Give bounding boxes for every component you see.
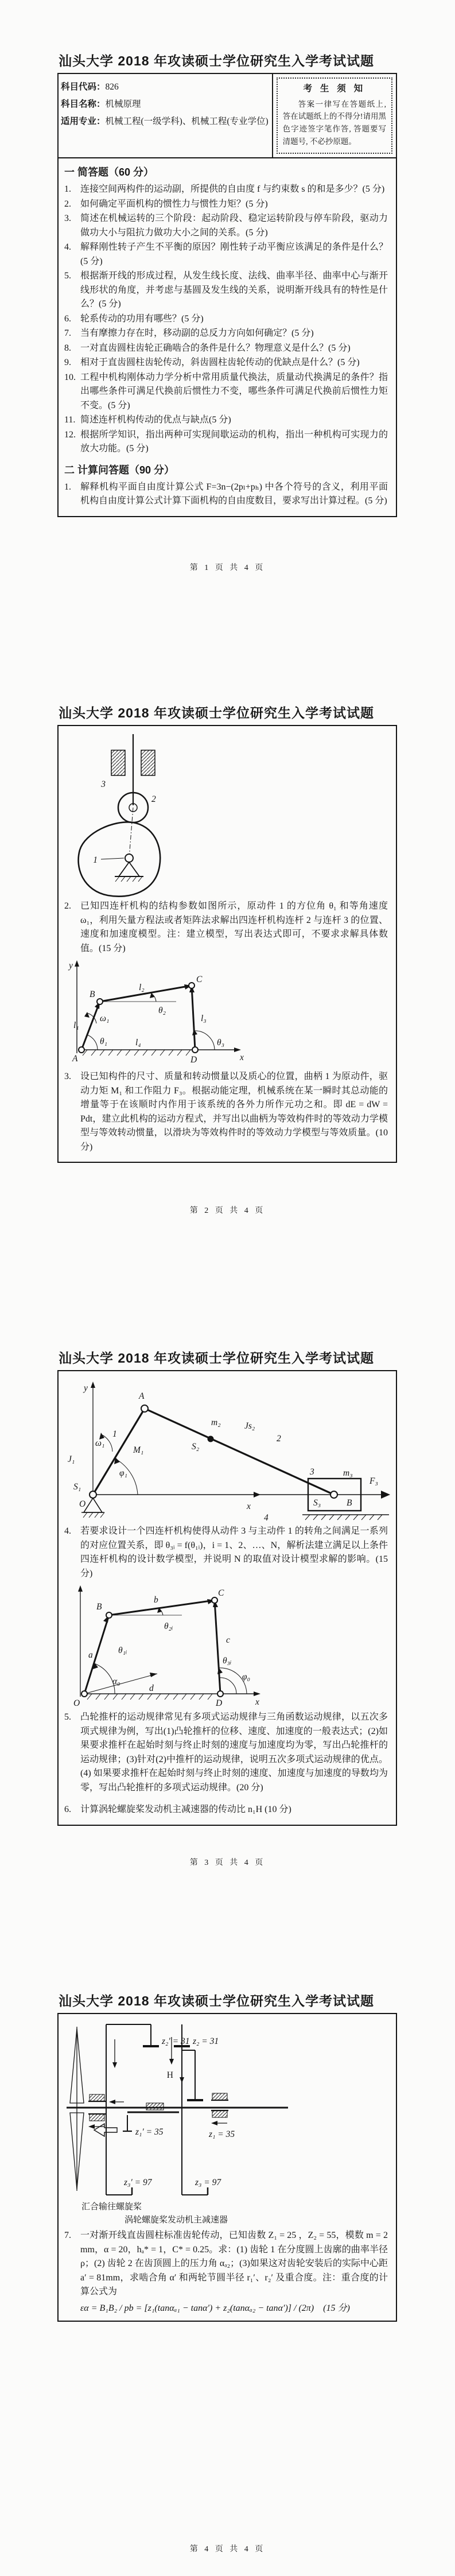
fig-label-theta3i: θ₃ᵢ: [223, 1656, 232, 1666]
rotation-arrow-3-head: [211, 2121, 217, 2125]
omega1-arrow: [84, 1012, 90, 1018]
exam-title: 汕头大学 2018 年攻读硕士学位研究生入学考试试题: [59, 53, 374, 68]
question-text: 轮系传动的功用有哪些？(5 分): [80, 313, 204, 324]
fig-label-Js2: Js₂: [244, 1421, 255, 1431]
question-number: 6.: [64, 313, 71, 324]
question-text: 工程中机构刚体动力学分析中常用质量代换法，质量动代换满足的条件？指出哪些条件可满足代换前后惯性力不变，哪些条件可满足代换前后惯性力矩不变。(5 分): [80, 372, 388, 410]
ground-hatching: [83, 1050, 190, 1056]
question-text: 根据所学知识，指出两种可实现间歇运动的机构，指出一种机构可实现力的放大功能。(5 分): [80, 429, 388, 454]
candidate-notice-box: [277, 77, 392, 154]
joint-O: [90, 1491, 96, 1498]
fig-label-theta1i: θ₁ᵢ: [118, 1646, 127, 1655]
fig-label-S3: S₃: [313, 1498, 321, 1508]
exam-header-info: [59, 74, 273, 157]
rotation-arrow-2-head: [109, 2100, 115, 2104]
fig-label-S2: S₂: [192, 1442, 200, 1452]
centerline: [129, 808, 133, 858]
question-row: [64, 428, 388, 456]
page-2-footer: 第 2 页 共 4 页: [189, 1206, 266, 1215]
major-value: 机械工程(一级学科)、机械工程(专业学位): [105, 117, 269, 127]
fig-label-x: x: [247, 1502, 251, 1511]
joint-B: [97, 999, 103, 1004]
fig-label-z1p: z₁′ = 35: [135, 2127, 164, 2137]
exam-title: 汕头大学 2018 年攻读硕士学位研究生入学考试试题: [59, 1351, 374, 1365]
joint-O: [81, 1691, 87, 1697]
ground-hatching: [83, 1512, 104, 1518]
exam-header: [57, 73, 397, 157]
question-row: [64, 356, 388, 370]
fig-label-C: C: [196, 975, 203, 984]
question-text: 解释刚性转子产生不平衡的原因？刚性转子动平衡应该满足的条件是什么？(5 分): [80, 242, 388, 266]
joint-D: [192, 1047, 198, 1053]
subject-name-value: 机械原理: [105, 99, 141, 110]
fig-label-z3: z₃ = 97: [195, 2178, 221, 2187]
question-text: 凸轮推杆的运动规律常见有多项式运动规律与三角函数运动规律，以五次多项式规律为例，写出(1)凸轮推杆的位移、速度、加速度的一般表达式；(2)如果要求推杆在起始时刻与终止时刻的速度与加速度均为零，写出凸轮推杆的运动规律；(3)针对(2)中推杆的运动规律，说明五次多项式运动规律的优点。(4) 如果要求推杆在起始时刻与终止时刻的速度、加速度与加速度的导数均为零，写出凸轮推杆的多项式运动规律。(20 分): [80, 1712, 388, 1793]
fig-label-x: x: [255, 1697, 259, 1707]
question-number: 1.: [64, 184, 71, 195]
fig-label-omega1: ω₁: [95, 1438, 105, 1448]
question-row: [64, 1070, 388, 1154]
ground-hatching: [305, 1515, 382, 1520]
question-text: 简述连杆机构传动的优点与缺点(5 分): [80, 415, 231, 425]
fig-label-cam: 1: [93, 855, 98, 865]
fig-label-theta2i: θ₂ᵢ: [164, 1621, 173, 1631]
question-number: 5.: [64, 1712, 71, 1722]
fig-label-O: O: [79, 1499, 86, 1509]
fourbar-kinematics-figure: [64, 957, 254, 1069]
fig-label-a: a: [88, 1650, 93, 1660]
fig-label-J1: J₁: [68, 1454, 75, 1464]
page-3-footer: 第 3 页 共 4 页: [189, 1859, 266, 1867]
fig-label-m3: m₃: [343, 1468, 353, 1478]
question-row: [64, 899, 388, 956]
fig-label-z2: z₂ = 31: [193, 2036, 219, 2046]
question-row: [64, 1710, 388, 1795]
question-row: [64, 312, 388, 327]
section-1-heading: 一 简答题（60 分）: [64, 166, 154, 179]
fig-label-z3p: z₃′ = 97: [124, 2178, 152, 2187]
gear-train-caption-1: 汇合输往螺旋桨: [81, 2202, 142, 2212]
gear-train-figure: [64, 2020, 397, 2199]
question-text: 当有摩擦力存在时，移动副的总反力方向如何确定？(5 分): [80, 328, 314, 339]
fig-label-link2: 2: [277, 1434, 281, 1444]
page-4-footer: 第 4 页 共 4 页: [189, 2545, 266, 2554]
question-number: 8.: [64, 343, 71, 353]
exam-title: 汕头大学 2018 年攻读硕士学位研究生入学考试试题: [59, 705, 374, 720]
coupler-link: [145, 1409, 334, 1495]
fig-label-l2: l₂: [139, 983, 145, 992]
alpha0-ray: [84, 1674, 157, 1694]
question-number: 10.: [64, 372, 76, 382]
question-text: 如何确定平面机构的惯性力与惯性力矩？(5 分): [80, 199, 268, 209]
fig-label-z1: z₁ = 35: [209, 2129, 235, 2139]
gear-train-caption-2: 涡轮螺旋桨发动机主减速器: [125, 2216, 228, 2225]
joint-A: [141, 1405, 148, 1412]
ground-hatching: [87, 1694, 212, 1700]
question-number: 9.: [64, 358, 71, 368]
joint-A: [79, 1047, 84, 1053]
carrier-arrow-head: [180, 2077, 184, 2083]
flow-arrow-mid-head: [169, 2059, 174, 2065]
question-text: 连接空间两构件的运动副，所提供的自由度 f 与约束数 s 的和是多少？(5 分): [80, 184, 385, 195]
major-label: 适用专业：: [61, 117, 106, 127]
section-2-heading: 二 计算问答题（90 分）: [64, 464, 175, 476]
fig-label-link1: 1: [112, 1429, 117, 1439]
question-number: 4.: [64, 242, 71, 253]
question-row: [64, 480, 388, 509]
crank-link: [81, 1002, 100, 1050]
page-3: [57, 1348, 397, 1826]
question-number: 1.: [64, 482, 71, 492]
question-number: 2.: [64, 901, 71, 911]
question-row: [64, 371, 388, 413]
slider-crank-figure: [64, 1377, 397, 1523]
question-text: 一对直齿圆柱齿轮正确啮合的条件是什么？物理意义是什么？(5 分): [80, 343, 351, 353]
crank-support: [84, 1498, 102, 1512]
fig-label-phi1: φ₁: [119, 1468, 127, 1478]
fig-label-B: B: [90, 990, 95, 999]
fig-label-alpha0: α₀: [112, 1677, 120, 1686]
fig-label-omega1: ω₁: [100, 1014, 110, 1023]
fig-label-x: x: [240, 1053, 244, 1062]
fig-label-O: O: [73, 1698, 80, 1708]
fig-label-b: b: [154, 1595, 158, 1605]
fig-label-A: A: [72, 1054, 78, 1064]
fig-label-B: B: [96, 1602, 102, 1612]
ground-hatching: [115, 876, 142, 882]
question-number: 3.: [64, 214, 71, 224]
question-row: [64, 197, 388, 212]
fig-label-C: C: [218, 1588, 224, 1598]
x-axis-arrow: [254, 1492, 260, 1498]
question-row: [64, 2229, 388, 2299]
bearing-right-upper: [212, 2093, 227, 2100]
question-text: 解释机构平面自由度计算公式 F=3n−(2pₗ+pₕ) 中各个符号的含义，利用平面机构自由度计算公式计算下面机构的自由度数目，要求写出计算过程。(5 分): [80, 482, 388, 506]
x-axis-arrow: [254, 1692, 260, 1696]
bearing-center: [146, 2103, 164, 2110]
mass-center-S2: [208, 1436, 214, 1442]
rotation-arrow-1-head: [88, 2124, 95, 2129]
contact-ratio-formula: εα = B₁B₂ / pb = [z₁(tanαₐ₁ − tanα′) + z₂(tanαₐ₂ − tanα′)] / (2π) (15 分): [80, 2303, 350, 2313]
x-axis-arrow: [234, 1048, 241, 1052]
exam-title: 汕头大学 2018 年攻读硕士学位研究生入学考试试题: [59, 1993, 374, 2008]
question-number: 2.: [64, 199, 71, 209]
flow-arrow-left-head: [112, 2062, 117, 2068]
y-axis-arrow: [91, 1382, 95, 1388]
question-number: 5.: [64, 271, 71, 281]
question-text: 一对渐开线直齿圆柱标准齿轮传动，已知齿数 Z₁ = 25 ，Z₂ = 55，模数 m = 2 mm，α = 20，hₐ* = 1，C* = 0.25。求：(1) 齿轮 1 在分度圆上齿廓的曲率半径 ρ；(2) 齿轮 2 在齿顶圆上的压力角 αₐ₂；(3)如果这对齿轮安装后的实际中心距 a′ = 81mm，求啮合角 α′ 和两轮节圆半径 r₁′、r₂′ 及重合度。注：重合度的计算公式为: [80, 2230, 388, 2296]
subject-code-row: [61, 79, 269, 96]
fig-label-m2: m₂: [211, 1418, 221, 1427]
page-2: [57, 703, 397, 1163]
bearing-right-lower: [212, 2111, 227, 2117]
fig-label-d: d: [149, 1683, 154, 1693]
joint-C: [212, 1597, 217, 1603]
question-row: [64, 327, 388, 341]
coupler-link: [109, 1600, 215, 1615]
joint-C: [189, 983, 195, 988]
bearing-left-lower: [90, 2114, 104, 2121]
fig-label-A: A: [139, 1391, 145, 1401]
fig-label-y: y: [84, 1383, 88, 1393]
question-text: 根据渐开线的形成过程，从发生线长度、法线、曲率半径、曲率中心与渐开线形状的角度，并考虑与基圆及发生线的关系，说明渐开线具有的特性是什么？(5 分): [80, 271, 388, 309]
theta1i-arc: [94, 1663, 115, 1694]
y-axis-arrow: [75, 960, 79, 967]
fig-label-l1: l₁: [73, 1021, 79, 1030]
label-leader: [101, 858, 124, 859]
page-3-question-box: [57, 1370, 397, 1826]
fig-label-theta1: θ₁: [100, 1037, 108, 1046]
cam-pivot: [125, 854, 133, 862]
question-row: [64, 1803, 388, 1817]
question-row: [64, 342, 388, 356]
joint-D: [217, 1691, 223, 1697]
fig-label-c: c: [226, 1635, 230, 1645]
question-number: 11.: [64, 415, 76, 425]
question-number: 7.: [64, 2230, 71, 2240]
fig-label-l4: l₄: [135, 1038, 141, 1048]
page-4-question-box: [57, 2013, 397, 2322]
fourbar-design-figure: [64, 1582, 271, 1709]
subject-name-label: 科目名称：: [61, 99, 106, 110]
joint-B: [330, 1491, 337, 1498]
fig-label-y: y: [69, 961, 73, 971]
guide-block-left: [111, 750, 125, 775]
question-row: [64, 269, 388, 312]
question-number: 7.: [64, 328, 71, 339]
question-text: 若要求设计一个四连杆机构使得从动件 3 与主动件 1 的转角之间满足一系列的对应位置关系，即 θ₃ᵢ = f(θ₁ᵢ)，i = 1、2、…、N，解析法建立满足以上条件四连杆机构的设计数学模型，并说明 N 的取值对设计模型求解的影响。(15 分): [80, 1526, 388, 1578]
theta1-arc: [87, 1035, 98, 1050]
fig-label-guide: 3: [101, 779, 106, 789]
y-axis-arrow: [78, 1585, 83, 1592]
rocker-link: [192, 986, 195, 1050]
question-number: 3.: [64, 1072, 71, 1081]
theta3-arc: [194, 1031, 215, 1050]
fig-label-theta3: θ₃: [217, 1038, 225, 1048]
cam-mechanism-figure: [64, 732, 213, 898]
fig-label-link3: 3: [310, 1467, 314, 1477]
question-text: 设已知构件的尺寸、质量和转动惯量以及质心的位置，曲柄 1 为原动件，驱动力矩 M₁ 和工作阻力 F₃。根据动能定理，机械系统在某一瞬时其总动能的增量等于在该顺时内作用于该系统的各外力所作元功之和。即 dE = dW = Pdt，建立此机构的运动方程式，并写出以曲柄为等效构件时的等效动力学模型与等效转动惯量，以滑块为等效构件时的等效动力学模型与等效质量。(10 分): [80, 1072, 388, 1152]
subject-code-value: 826: [105, 82, 119, 92]
fig-label-S1: S₁: [73, 1482, 81, 1492]
bearing-left-upper: [90, 2094, 104, 2101]
joint-B: [106, 1612, 112, 1618]
major-row: [61, 113, 269, 130]
question-row: [64, 183, 388, 197]
question-row: [64, 1524, 388, 1581]
page-1-question-box: [57, 157, 397, 517]
fig-label-B: B: [347, 1498, 352, 1508]
page-4: [57, 1991, 397, 2322]
question-text: 已知四连杆机构的结构参数如图所示，原动件 1 的方位角 θ₁ 和等角速度 ω₁，利用矢量方程法或者矩阵法求解出四连杆机构连杆 2 与连杆 3 的位置、速度和加速度模型。注：建立模型，写出表达式即可，不要求求解具体数值。(15 分): [80, 901, 388, 953]
question-number: 12.: [64, 429, 76, 440]
alpha0-ray-arrow: [150, 1673, 157, 1677]
question-row: [64, 212, 388, 240]
fig-label-F3: F₃: [370, 1476, 378, 1486]
question-text: 相对于直齿圆柱齿轮传动，斜齿圆柱齿轮传动的优缺点是什么？(5 分): [80, 358, 360, 368]
fig-label-link4: 4: [264, 1513, 269, 1523]
fig-label-M1: M₁: [133, 1445, 144, 1455]
notice-body: 答案一律写在答题纸上, 答在试题纸上的不得分!请用黑色字迹签字笔作答, 答题要写清题号, 不必抄原题。: [282, 99, 386, 146]
guide-block-right: [141, 750, 155, 775]
coupler-link: [100, 986, 192, 1002]
fig-label-D: D: [190, 1055, 197, 1065]
fig-label-phi0: φ₀: [242, 1672, 250, 1682]
question-text: 简述在机械运转的三个阶段：起动阶段、稳定运转阶段与停车阶段，驱动力做功大小与阻抗力做功大小之间的关系。(5 分): [80, 214, 388, 238]
question-number: 4.: [64, 1526, 71, 1536]
fig-label-theta2: θ₂: [158, 1006, 166, 1015]
question-row: [64, 240, 388, 269]
question-number: 6.: [64, 1805, 71, 1814]
question-row: [64, 413, 388, 428]
cam-profile: [79, 822, 161, 896]
page-1-footer: 第 1 页 共 4 页: [189, 564, 266, 572]
fig-label-z2p: z₂′ = 31: [162, 2036, 190, 2046]
F3-arrow: [381, 1491, 390, 1499]
page-1: [57, 51, 397, 517]
fig-label-roller: 2: [151, 794, 156, 804]
rocker-link: [215, 1600, 220, 1694]
pivot-support: [119, 862, 139, 876]
notice-title: 考 生 须 知: [303, 84, 366, 94]
question-text: 计算涡轮螺旋桨发动机主减速器的传动比 n₁H (10 分): [80, 1805, 291, 1814]
fig-label-H: H: [166, 2070, 173, 2080]
fig-label-D: D: [216, 1698, 223, 1708]
subject-name-row: [61, 96, 269, 113]
fig-label-l3: l₃: [201, 1014, 207, 1023]
page-2-question-box: [57, 725, 397, 1163]
subject-code-label: 科目代码：: [61, 82, 106, 92]
